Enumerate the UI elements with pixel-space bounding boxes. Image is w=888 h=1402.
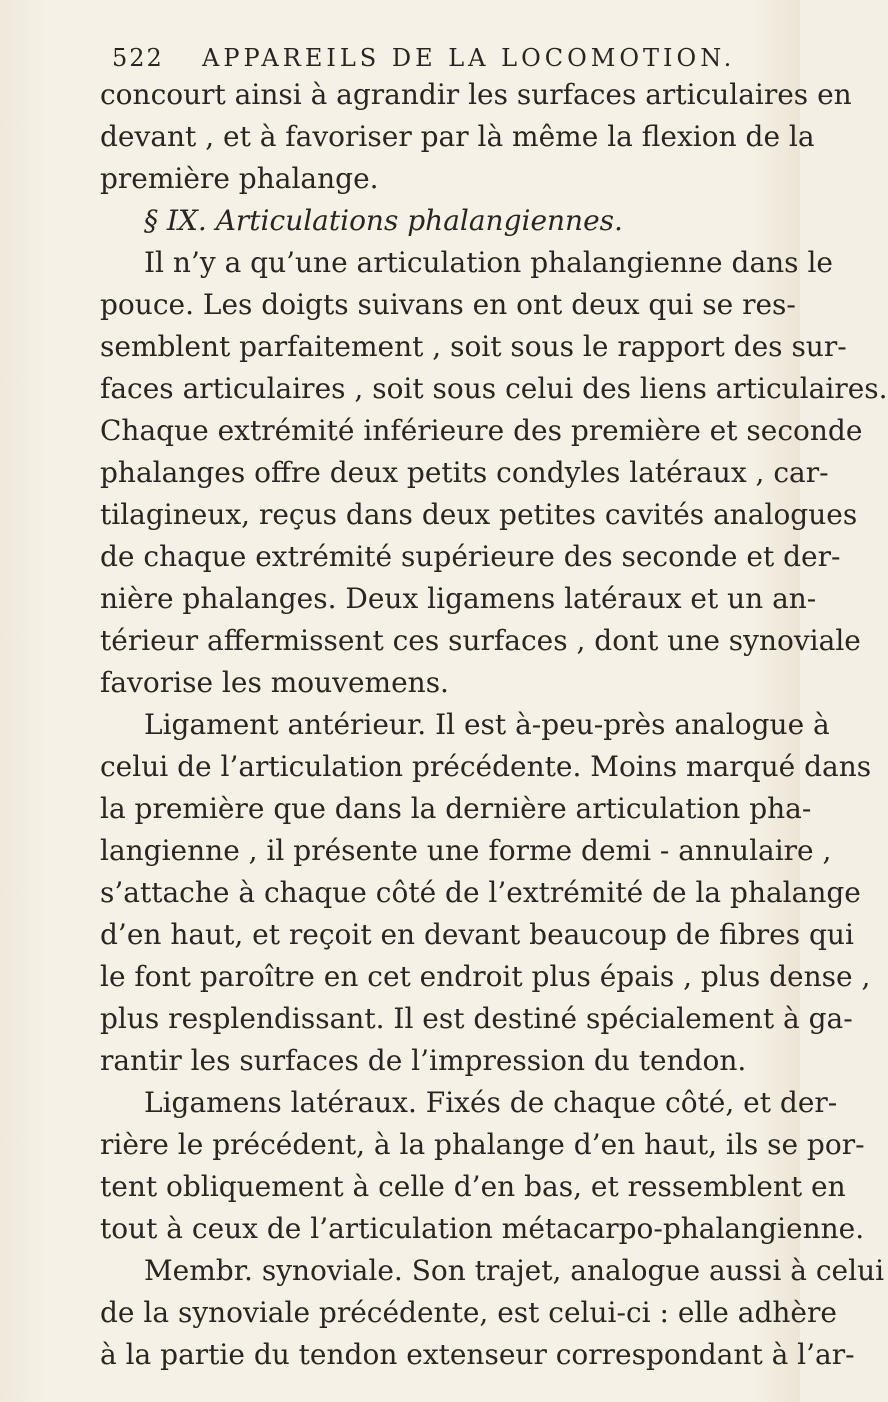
text-line: rantir les surfaces de l’impression du tendon. <box>100 1044 747 1077</box>
text-line: tent obliquement à celle d’en bas, et ressemblent en <box>100 1170 846 1203</box>
text-line: s’attache à chaque côté de l’extrémité de la phalange <box>100 876 861 909</box>
subsection-paragraph-start: Membr. synoviale. Son trajet, analogue aussi à celui <box>144 1254 885 1287</box>
text-line: faces articulaires , soit sous celui des liens articulaires. <box>100 372 888 405</box>
section-heading: § IX. Articulations phalangiennes. <box>144 204 623 237</box>
text-line: de la synoviale précédente, est celui-ci : elle adhère <box>100 1296 837 1329</box>
text-line: devant , et à favoriser par là même la flexion de la <box>100 120 815 153</box>
text-line: tilagineux, reçus dans deux petites cavités analogues <box>100 498 858 531</box>
text-line: pouce. Les doigts suivans en ont deux qui se res- <box>100 288 796 321</box>
text-line: nière phalanges. Deux ligamens latéraux et un an- <box>100 582 817 615</box>
text-line: tout à ceux de l’articulation métacarpo-phalangienne. <box>100 1212 865 1245</box>
text-line: la première que dans la dernière articulation pha- <box>100 792 812 825</box>
running-head: APPAREILS DE LA LOCOMOTION. <box>202 44 736 72</box>
body-text <box>100 74 888 1376</box>
text-line: Il n’y a qu’une articulation phalangienne dans le <box>144 246 833 279</box>
text-line: première phalange. <box>100 162 379 195</box>
subsection-paragraph-start: Ligamens latéraux. Fixés de chaque côté, et der- <box>144 1086 838 1119</box>
text-line: le font paroître en cet endroit plus épais , plus dense , <box>100 960 871 993</box>
text-line: phalanges offre deux petits condyles latéraux , car- <box>100 456 829 489</box>
page-header <box>112 44 762 78</box>
subsection-paragraph-start: Ligament antérieur. Il est à-peu-près analogue à <box>144 708 830 741</box>
text-line: favorise les mouvemens. <box>100 666 449 699</box>
text-line: langienne , il présente une forme demi - annulaire , <box>100 834 832 867</box>
text-line: de chaque extrémité supérieure des seconde et der- <box>100 540 841 573</box>
text-line: d’en haut, et reçoit en devant beaucoup de fibres qui <box>100 918 854 951</box>
page-number: 522 <box>112 44 164 72</box>
text-line: à la partie du tendon extenseur correspondant à l’ar- <box>100 1338 855 1371</box>
text-line: celui de l’articulation précédente. Moins marqué dans <box>100 750 872 783</box>
text-line: plus resplendissant. Il est destiné spécialement à ga- <box>100 1002 853 1035</box>
text-line: Chaque extrémité inférieure des première et seconde <box>100 414 863 447</box>
text-line: térieur affermissent ces surfaces , dont une synoviale <box>100 624 861 657</box>
text-line: rière le précédent, à la phalange d’en haut, ils se por- <box>100 1128 865 1161</box>
text-line: concourt ainsi à agrandir les surfaces articulaires en <box>100 78 852 111</box>
text-line: semblent parfaitement , soit sous le rapport des sur- <box>100 330 847 363</box>
